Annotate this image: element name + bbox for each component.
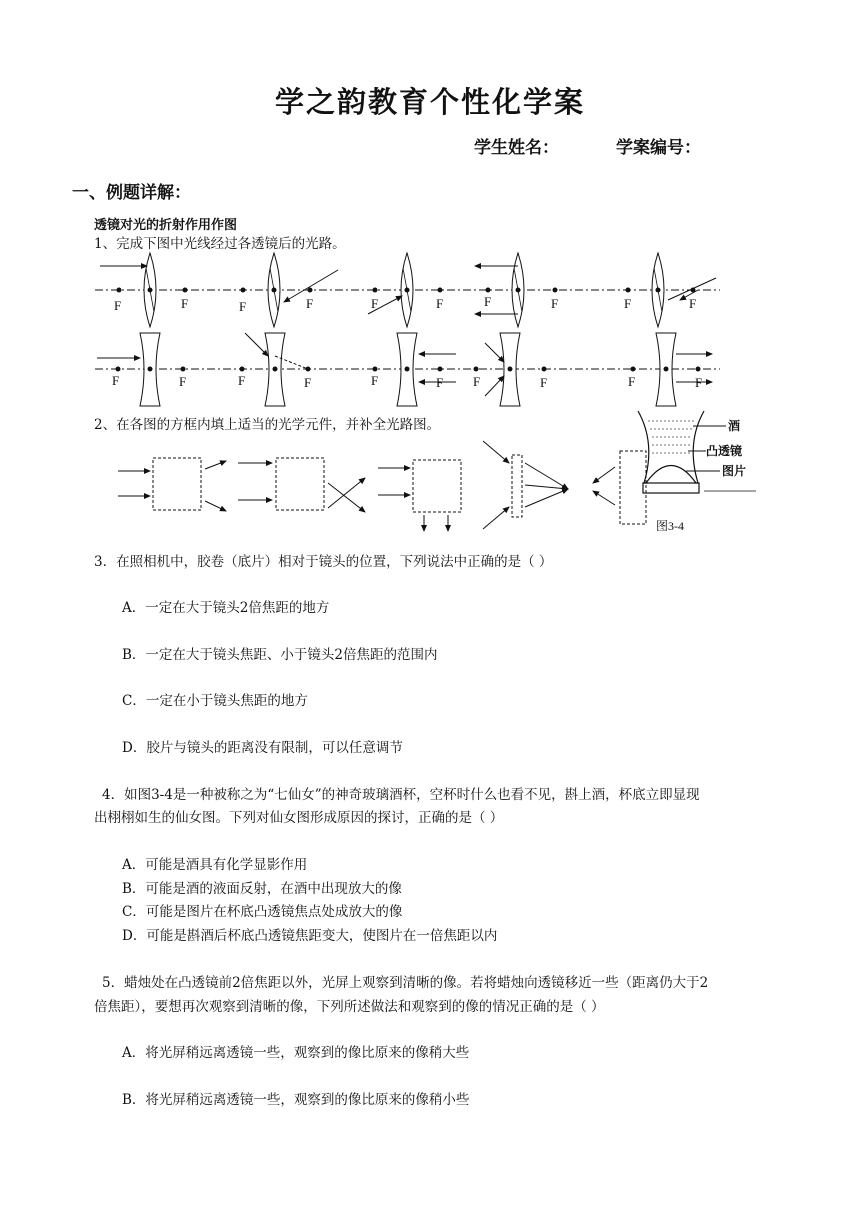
focus-label: F: [239, 299, 247, 314]
wine-label: 酒: [728, 419, 741, 433]
q5-option-b: B．将光屏稍远离透镜一些，观察到的像比原来的像稍小些: [122, 1092, 470, 1108]
question-4-stem-line1: 4．如图3-4是一种被称之为“七仙女”的神奇玻璃酒杯，空杯时什么也看不见，斟上酒，杯底立即显现: [102, 787, 700, 803]
focus-label: F: [112, 373, 120, 388]
q5-option-a: A．将光屏稍远离透镜一些，观察到的像比原来的像稍大些: [122, 1045, 470, 1061]
figure-caption: 图3-4: [656, 519, 684, 533]
focus-label: F: [371, 373, 379, 388]
focus-label: F: [371, 296, 379, 311]
q4-option-b: B．可能是酒的液面反射，在酒中出现放大的像: [122, 881, 402, 897]
focus-label: F: [238, 373, 246, 388]
focus-label: F: [304, 375, 312, 390]
question-2: 2、在各图的方框内填上适当的光学元件，并补全光路图。: [94, 417, 441, 433]
focus-label: F: [179, 374, 187, 389]
focus-label: F: [306, 296, 314, 311]
q4-option-c: C．可能是图片在杯底凸透镜焦点处成放大的像: [122, 904, 403, 920]
q3-option-c: C．一定在小于镜头焦距的地方: [122, 693, 308, 709]
focus-label: F: [436, 375, 444, 390]
question-1: 1、完成下图中光线经过各透镜后的光路。: [94, 236, 346, 252]
q3-option-d: D．胶片与镜头的距离没有限制，可以任意调节: [122, 740, 403, 756]
wine-glass-figure: [638, 411, 704, 493]
student-name-label: 学生姓名：: [474, 138, 559, 158]
lens-label: 凸透镜: [706, 444, 743, 458]
q3-option-a: A．一定在大于镜头2倍焦距的地方: [122, 600, 330, 616]
focus-label: F: [624, 296, 632, 311]
focus-label: F: [551, 296, 559, 311]
focus-label: F: [540, 375, 548, 390]
q3-option-b: B．一定在大于镜头焦距、小于镜头2倍焦距的范围内: [122, 647, 438, 663]
focus-label: F: [473, 374, 481, 389]
focus-label: F: [114, 298, 122, 313]
section-heading: 一、例题详解：: [72, 183, 191, 203]
question-5-stem-line1: 5．蜡烛处在凸透镜前2倍焦距以外，光屏上观察到清晰的像。若将蜡烛向透镜移近一些（距离仍大于2: [102, 975, 709, 991]
question-4-stem-line2: 出栩栩如生的仙女图。下列对仙女图形成原因的探讨，正确的是（ ）: [94, 810, 504, 826]
subheading: 透镜对光的折射作用作图: [94, 218, 238, 233]
focus-label: F: [628, 374, 636, 389]
case-number-label: 学案编号：: [616, 138, 701, 158]
focus-label: F: [181, 296, 189, 311]
q4-option-a: A．可能是酒具有化学显影作用: [122, 857, 308, 873]
focus-label: F: [484, 294, 492, 309]
focus-label: F: [689, 296, 697, 311]
page-title: 学之韵教育个性化学案: [274, 85, 585, 119]
question-5-stem-line2: 倍焦距），要想再次观察到清晰的像，下列所述做法和观察到的像的情况正确的是（ ）: [94, 999, 605, 1015]
question-3-stem: 3．在照相机中，胶卷（底片）相对于镜头的位置，下列说法中正确的是（ ）: [94, 554, 553, 570]
q4-option-d: D．可能是斟酒后杯底凸透镜焦距变大，使图片在一倍焦距以内: [122, 928, 498, 944]
picture-label: 图片: [722, 464, 747, 478]
focus-label: F: [695, 375, 703, 390]
focus-label: F: [436, 296, 444, 311]
lens-ray-diagrams: [90, 248, 730, 413]
optical-element-boxes: [108, 403, 758, 533]
